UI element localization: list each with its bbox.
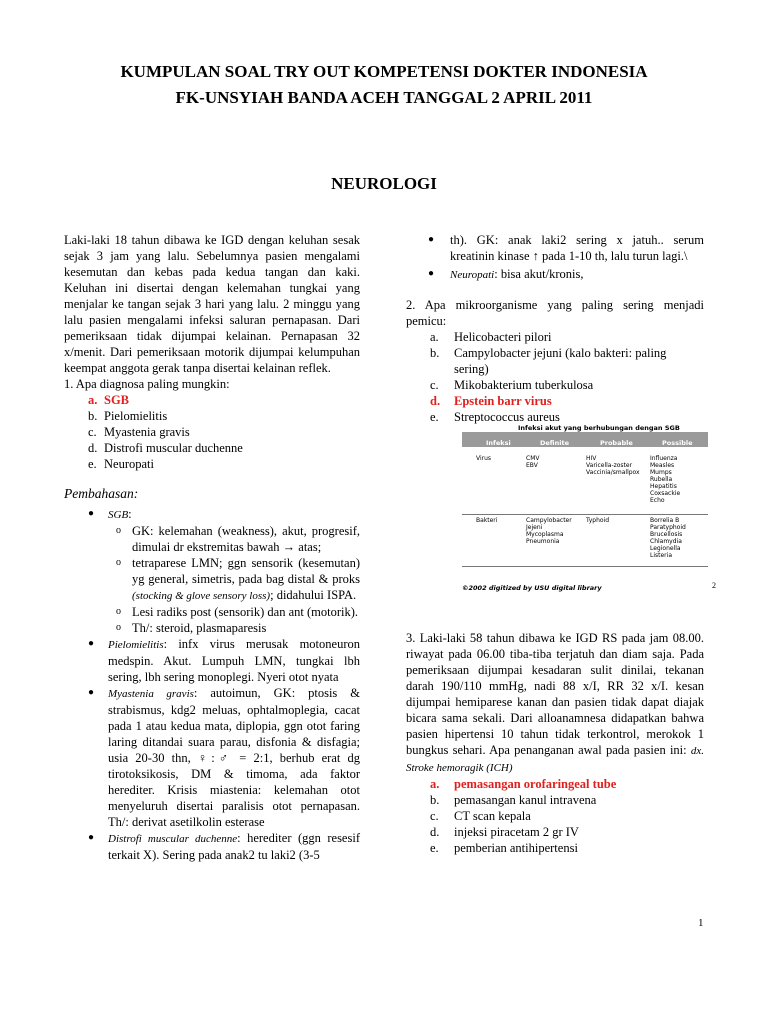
- table-header-definite: Definite: [540, 439, 569, 447]
- table-header-probable: Probable: [600, 439, 633, 447]
- q1-option-d: d. Distrofi muscular duchenne: [88, 441, 243, 455]
- q3-option-a: a. pemasangan orofaringeal tube: [430, 777, 617, 791]
- sgb-infection-table: [462, 420, 724, 598]
- table-cell: Borrelia B Paratyphoid Brucellosis Chlamydia Legionella Listeria: [650, 517, 686, 559]
- q3-option-b: b. pemasangan kanul intravena: [430, 793, 597, 807]
- table-footer: ©2002 digitized by USU digital library: [462, 584, 602, 592]
- q3-option-c: c. CT scan kepala: [430, 809, 531, 823]
- q3-option-e: e. pemberian antihipertensi: [430, 841, 578, 855]
- sgb-sub-2: o tetraparese LMN; ggn sensorik (kesemutan) yg general, simetris, pada bag distal & proks (stocking & glove sensory loss); didahului ISPA.: [116, 556, 360, 602]
- bullet-distrofi: ● Distrofi muscular duchenne: herediter (ggn resesif terkait X). Sering pada anak2 tu laki2 (3-5: [88, 831, 360, 862]
- bullet-myastenia: ● Myastenia gravis: autoimun, GK: ptosis & strabismus, kdg2 meluas, ophtalmoplegia, cacat pada 1 atau kedua mata, diplopia, ggn otot faring laring ditandai suara parau, disfonia & disfagia; usia 20-30 thn, ♀:♂ = 2:1, berhub erat dg tirotoksikosis, DM & timoma, ada faktor herediter. Krisis miastenia: kelemahan otot menyeluruh disertai paralisis otot pernapasan. Th/: derivat asetilkolin esterase: [88, 686, 360, 829]
- table-header-possible: Possible: [662, 439, 693, 447]
- q2-option-d: d. Epstein barr virus: [430, 394, 552, 408]
- pembahasan-heading: Pembahasan:: [64, 486, 139, 501]
- question-3: 3. Laki-laki 58 tahun dibawa ke IGD RS pada jam 08.00. riwayat pada 06.00 tiba-tiba terjatuh dan diam saja. Pada pemeriksaan dijumpai kesadaran sulit dinilai, tekanan darah 190/110 mmHg, nadi 88 x/I, RR 32 x/I. kesan dijumpai hemiparese kanan dan pasien tidak dapat diajak bicara sama sekali. Dari alloanamnesa didapatkan bahwa pasien hipertensi 10 tahun tidak terkontrol, merokok 1 bungkus sehari. Apa penanganan awal pada pasien ini: dx. Stroke hemoragik (ICH): [406, 631, 705, 774]
- right-column-bottom: [406, 630, 704, 856]
- table-cell: Campylobacter Jejeni Mycoplasma Pneumonia: [526, 517, 572, 545]
- sgb-sub-3: o Lesi radiks post (sensorik) dan ant (motorik).: [116, 605, 358, 619]
- table-cell: Influenza Measles Mumps Rubella Hepatitis Coxsackie Echo: [650, 455, 681, 504]
- q1-option-b: b. Pielomielitis: [88, 409, 168, 423]
- question-2: 2. Apa mikroorganisme yang paling sering menjadi pemicu:: [406, 298, 704, 328]
- q1-option-c: c. Myastenia gravis: [88, 425, 190, 439]
- q2-option-a: a. Helicobacteri pilori: [430, 330, 552, 344]
- bullet-neuropati: ● Neuropati: bisa akut/kronis,: [428, 267, 584, 281]
- q1-option-a: a. SGB: [88, 393, 130, 407]
- table-rule: [462, 566, 708, 567]
- q2-option-b: b. Campylobacter jejuni (kalo bakteri: paling sering): [430, 346, 667, 376]
- q3-option-d: d. injeksi piracetam 2 gr IV: [430, 825, 579, 839]
- table-page-number: 2: [712, 581, 716, 590]
- page-number: 1: [698, 917, 704, 929]
- doc-title-line1: KUMPULAN SOAL TRY OUT KOMPETENSI DOKTER INDONESIA: [120, 62, 648, 81]
- bullet-pielomielitis: ● Pielomielitis: infx virus merusak motoneuron medspin. Akut. Lumpuh LMN, tungkai lbh sering, lbh sering monoplegi. Nyeri otot nyata: [88, 637, 360, 684]
- table-rule: [462, 514, 708, 515]
- q1-option-e: e. Neuropati: [88, 457, 154, 471]
- table-cell: CMV EBV: [526, 455, 540, 469]
- table-header-row: [462, 432, 708, 447]
- table-cell: HIV Varicella-zoster Vaccinia/smallpox: [586, 455, 640, 476]
- table-caption: Infeksi akut yang berhubungan dengan SGB: [518, 424, 680, 432]
- table-cell: Virus: [476, 455, 492, 462]
- q2-option-e: e. Streptococcus aureus: [430, 410, 560, 424]
- section-title: NEUROLOGI: [331, 174, 437, 193]
- left-column: [64, 232, 360, 863]
- table-cell: Bakteri: [476, 517, 498, 524]
- right-column-top: [406, 232, 704, 425]
- sgb-sub-4: o Th/: steroid, plasmaparesis: [116, 621, 267, 635]
- q2-option-c: c. Mikobakterium tuberkulosa: [430, 378, 594, 392]
- question-1: 1. Apa diagnosa paling mungkin:: [64, 377, 230, 391]
- doc-title-line2: FK-UNSYIAH BANDA ACEH TANGGAL 2 APRIL 2011: [175, 88, 593, 107]
- table-cell: Typhoid: [586, 517, 610, 524]
- case-text: Laki-laki 18 tahun dibawa ke IGD dengan keluhan sesak sejak 3 jam yang lalu. Sebelumnya pasien mengalami kesemutan dan kebas pada kedua tangan dan kaki. Keluhan ini disertai dengan kelemahan tungkai yang menjalar ke tangan sejak 3 hari yang lalu. 2 minggu yang lalu pasien mengalami infeksi saluran pernapasan. Dari pemeriksaan tidak dijumpai kelainan. Pernapasan 32 x/menit. Dari pemeriksaan motorik dijumpai kelumpuhan keempat anggota gerak tanpa disertai kelainan reflek.: [64, 233, 360, 375]
- bullet-distrofi-cont: ● th). GK: anak laki2 sering x jatuh.. serum kreatinin kinase ↑ pada 1-10 th, lalu turun lagi.\: [428, 233, 704, 263]
- bullet-sgb: ● SGB:: [88, 507, 132, 521]
- sgb-sub-1: o GK: kelemahan (weakness), akut, progresif, dimulai dr ekstremitas bawah → atas;: [116, 524, 360, 554]
- table-header-infeksi: Infeksi: [486, 439, 511, 447]
